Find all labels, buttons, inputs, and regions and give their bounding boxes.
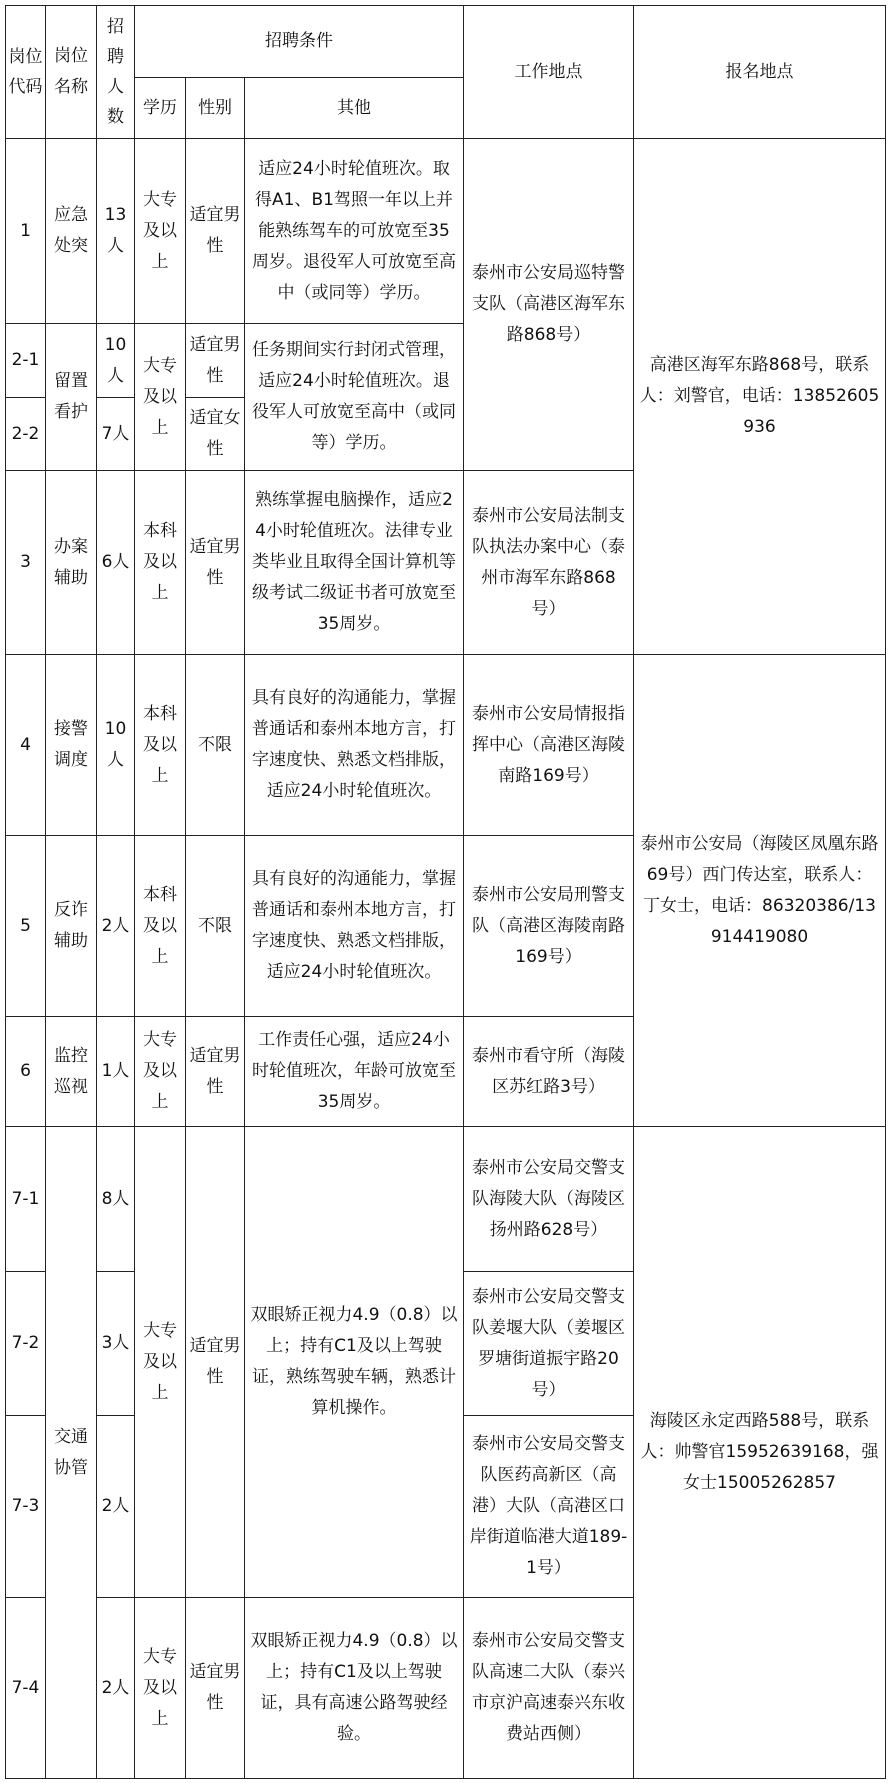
cell-code: 6 — [6, 1017, 46, 1127]
header-row — [6, 6, 886, 78]
cell-gender: 适宜男性 — [186, 1598, 245, 1779]
cell-workplace: 泰州市公安局法制支队执法办案中心（泰州市海军东路868号） — [464, 471, 634, 655]
cell-other: 双眼矫正视力4.9（0.8）以上；持有C1及以上驾驶证，具有高速公路驾驶经验。 — [245, 1598, 464, 1779]
cell-code: 7-1 — [6, 1127, 46, 1272]
cell-workplace: 泰州市公安局巡特警支队（高港区海军东路868号） — [464, 139, 634, 471]
cell-code: 7-2 — [6, 1272, 46, 1416]
cell-code: 3 — [6, 471, 46, 655]
cell-gender: 适宜男性 — [186, 139, 245, 324]
cell-code: 2-2 — [6, 398, 46, 471]
cell-workplace: 泰州市公安局情报指挥中心（高港区海陵南路169号） — [464, 655, 634, 836]
cell-gender: 适宜男性 — [186, 324, 245, 398]
cell-edu: 大专及以上 — [135, 324, 186, 471]
cell-edu: 大专及以上 — [135, 1017, 186, 1127]
cell-name: 接警调度 — [46, 655, 97, 836]
cell-other: 熟练掌握电脑操作，适应24小时轮值班次。法律专业类毕业且取得全国计算机等级考试二级证书者可放宽至35周岁。 — [245, 471, 464, 655]
recruitment-table — [5, 5, 886, 1779]
cell-name: 反诈辅助 — [46, 836, 97, 1017]
cell-signup: 泰州市公安局（海陵区凤凰东路69号）西门传达室，联系人：丁女士，电话：86320386/13914419080 — [634, 655, 886, 1127]
cell-gender: 适宜男性 — [186, 471, 245, 655]
cell-name: 办案辅助 — [46, 471, 97, 655]
cell-edu: 大专及以上 — [135, 139, 186, 324]
cell-gender: 适宜男性 — [186, 1127, 245, 1598]
cell-workplace: 泰州市公安局交警支队高速二大队（泰兴市京沪高速泰兴东收费站西侧） — [464, 1598, 634, 1779]
cell-count: 2人 — [97, 1598, 135, 1779]
header-edu: 学历 — [135, 78, 186, 139]
header-code: 岗位代码 — [6, 6, 46, 139]
cell-name: 留置看护 — [46, 324, 97, 471]
cell-other: 双眼矫正视力4.9（0.8）以上；持有C1及以上驾驶证，熟练驾驶车辆，熟悉计算机操作。 — [245, 1127, 464, 1598]
cell-edu: 大专及以上 — [135, 1127, 186, 1598]
cell-count: 2人 — [97, 836, 135, 1017]
cell-gender: 不限 — [186, 836, 245, 1017]
cell-name: 交通协管 — [46, 1127, 97, 1779]
cell-signup: 高港区海军东路868号，联系人：刘警官，电话：13852605936 — [634, 139, 886, 655]
cell-workplace: 泰州市公安局交警支队医药高新区（高港）大队（高港区口岸街道临港大道189-1号） — [464, 1416, 634, 1598]
table-row — [6, 1127, 886, 1272]
cell-gender: 不限 — [186, 655, 245, 836]
cell-code: 5 — [6, 836, 46, 1017]
cell-edu: 大专及以上 — [135, 1598, 186, 1779]
header-signup: 报名地点 — [634, 6, 886, 139]
cell-edu: 本科及以上 — [135, 471, 186, 655]
cell-other: 任务期间实行封闭式管理，适应24小时轮值班次。退役军人可放宽至高中（或同等）学历。 — [245, 324, 464, 471]
cell-name: 监控巡视 — [46, 1017, 97, 1127]
cell-code: 4 — [6, 655, 46, 836]
header-other: 其他 — [245, 78, 464, 139]
cell-other: 工作责任心强，适应24小时轮值班次，年龄可放宽至35周岁。 — [245, 1017, 464, 1127]
cell-count: 3人 — [97, 1272, 135, 1416]
cell-count: 10人 — [97, 655, 135, 836]
header-name: 岗位名称 — [46, 6, 97, 139]
table-row — [6, 655, 886, 836]
cell-edu: 本科及以上 — [135, 655, 186, 836]
cell-count: 2人 — [97, 1416, 135, 1598]
header-gender: 性别 — [186, 78, 245, 139]
cell-code: 2-1 — [6, 324, 46, 398]
cell-count: 13人 — [97, 139, 135, 324]
cell-count: 1人 — [97, 1017, 135, 1127]
cell-workplace: 泰州市公安局交警支队姜堰大队（姜堰区罗塘街道振宇路20号） — [464, 1272, 634, 1416]
cell-code: 7-3 — [6, 1416, 46, 1598]
cell-workplace: 泰州市公安局刑警支队（高港区海陵南路169号） — [464, 836, 634, 1017]
cell-signup: 海陵区永定西路588号，联系人：帅警官15952639168，强女士15005262857 — [634, 1127, 886, 1779]
cell-edu: 本科及以上 — [135, 836, 186, 1017]
cell-workplace: 泰州市公安局交警支队海陵大队（海陵区扬州路628号） — [464, 1127, 634, 1272]
cell-name: 应急处突 — [46, 139, 97, 324]
cell-other: 具有良好的沟通能力，掌握普通话和泰州本地方言，打字速度快、熟悉文档排版，适应24小时轮值班次。 — [245, 655, 464, 836]
header-count: 招聘人数 — [97, 6, 135, 139]
cell-code: 7-4 — [6, 1598, 46, 1779]
cell-count: 7人 — [97, 398, 135, 471]
cell-other: 具有良好的沟通能力，掌握普通话和泰州本地方言，打字速度快、熟悉文档排版，适应24小时轮值班次。 — [245, 836, 464, 1017]
cell-code: 1 — [6, 139, 46, 324]
cell-count: 6人 — [97, 471, 135, 655]
cell-other: 适应24小时轮值班次。取得A1、B1驾照一年以上并能熟练驾车的可放宽至35周岁。退役军人可放宽至高中（或同等）学历。 — [245, 139, 464, 324]
cell-count: 8人 — [97, 1127, 135, 1272]
cell-count: 10人 — [97, 324, 135, 398]
header-conditions: 招聘条件 — [135, 6, 464, 78]
cell-gender: 适宜男性 — [186, 1017, 245, 1127]
cell-gender: 适宜女性 — [186, 398, 245, 471]
cell-workplace: 泰州市看守所（海陵区苏红路3号） — [464, 1017, 634, 1127]
table-row — [6, 139, 886, 324]
header-workplace: 工作地点 — [464, 6, 634, 139]
